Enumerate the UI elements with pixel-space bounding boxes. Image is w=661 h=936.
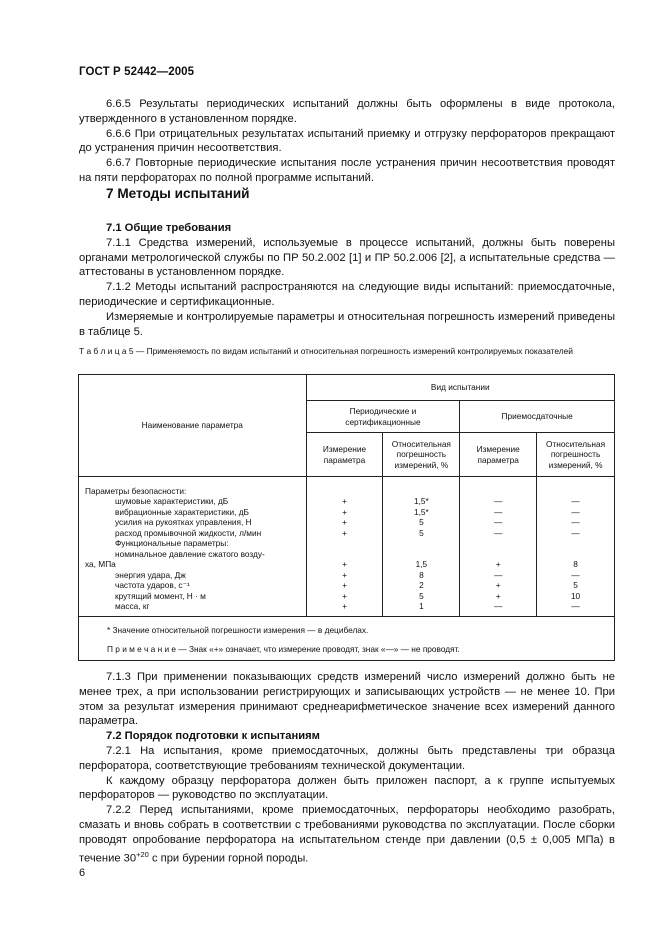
paragraph-7-1-3: 7.1.3 При применении показывающих средств измерений число измерений должно быть не менее трех, а при использовании регистрирующих и записывающих устройств — не менее 10. При этом за результат измерения принимают среднеарифметическое значение всех измерений данного параметра.: [79, 671, 615, 728]
table-cell-a-err: —: [571, 517, 580, 527]
table-cell-a-err: —: [571, 496, 580, 506]
table-cell-p-meas: [307, 486, 383, 497]
document-header: ГОСТ Р 52442—2005: [79, 66, 195, 78]
table-cell-p-meas: +: [342, 569, 347, 580]
table-cell-a-meas: —: [494, 506, 503, 517]
table-cell-a-err: —: [571, 569, 580, 580]
subsection-7-2-title: 7.2 Порядок подготовки к испытаниям: [106, 730, 320, 743]
col-periodic-error: [383, 477, 460, 617]
table-cell-a-meas: [460, 486, 536, 497]
table-cell-p-err: [383, 549, 459, 560]
table-cell-p-meas: +: [342, 590, 347, 601]
table-cell-a-err: [537, 549, 614, 560]
table-row-parameter: расход промывочной жидкости, л/мин: [115, 527, 262, 538]
paragraph-6-6-7: 6.6.7 Повторные периодические испытания после устранения причин несоответствия проводят на пяти перфораторах по полной программе испытаний.: [79, 157, 615, 184]
table-caption-label: Т а б л и ц а: [79, 346, 127, 356]
table-cell-a-err: 8: [573, 559, 578, 569]
table-cell-p-meas: +: [342, 527, 347, 538]
table-row-parameter: Параметры безопасности:: [85, 485, 187, 496]
table-row-parameter: масса, кг: [115, 601, 150, 611]
table-5: [78, 374, 615, 661]
table-cell-a-meas: —: [494, 496, 503, 506]
table-cell-p-err: 8: [419, 569, 424, 580]
page-number: 6: [79, 867, 86, 879]
subsection-7-1: [79, 221, 615, 339]
table-cell-a-err: 5: [573, 580, 578, 590]
subsection-7-1-title: 7.1 Общие требования: [106, 222, 232, 234]
header-periodic-measure: [306, 433, 383, 477]
table-cell-p-err: [383, 486, 459, 497]
table-5-caption: [79, 346, 615, 357]
table-cell-p-err: 2: [419, 580, 424, 590]
paragraphs-bottom: [79, 670, 615, 866]
table-cell-a-err: —: [571, 527, 580, 538]
table-cell-p-err: [383, 538, 459, 549]
table-body: [79, 477, 615, 617]
table-row-parameter: энергия удара, Дж: [115, 569, 186, 580]
header-periodic: [306, 401, 460, 433]
table-cell-a-meas: —: [494, 569, 503, 580]
table-footnote: * Значение относительной погрешности измерения — в децибелах.: [107, 625, 369, 635]
paragraph-7-2-2-text: 7.2.2 Перед испытаниями, кроме приемосдаточных, перфораторы необходимо разобрать, смазать и вновь собрать в соответствии с требованиями руководства по эксплуатации. После сборки проводят опробование перфоратора на испытательном стенде при давлении (0,5 ± 0,005 МПа) в течение 30: [79, 804, 615, 865]
table-cell-p-meas: +: [342, 496, 347, 506]
table-cell-p-meas: +: [342, 517, 347, 527]
table-cell-a-err: [537, 538, 614, 549]
table-cell-a-meas: +: [495, 590, 501, 601]
table-row-parameter: ха, МПа: [85, 559, 116, 569]
paragraph-6-6-5: 6.6.5 Результаты периодических испытаний должны быть оформлены в виде протокола, утвержденного в установленном порядке.: [79, 98, 615, 125]
table-notes: [79, 617, 615, 661]
table-cell-p-meas: [307, 549, 383, 560]
table-cell-p-err: 1,5*: [413, 496, 429, 506]
table-cell-a-err: —: [571, 506, 580, 517]
header-periodic-error: Относительная погрешность измерений, %: [383, 433, 460, 477]
table-row-parameter: усилия на рукоятках управления, Н: [115, 517, 252, 527]
table-cell-p-err: 1: [419, 601, 424, 611]
paragraph-7-2-1-cont: К каждому образцу перфоратора должен быть приложен паспорт, а к группе испытуемых перфораторов — руководство по эксплуатации.: [79, 774, 615, 802]
col-parameter-names: [79, 477, 307, 617]
table-row-parameter: номинальное давление сжатого возду-: [115, 548, 265, 559]
table-cell-p-meas: [307, 538, 383, 549]
paragraph-7-1-1: 7.1.1 Средства измерений, используемые в процессе испытаний, должны быть поверены органами метрологической службы по ПР 50.2.002 [1] и ПР 50.2.006 [2], а испытательные средства — аттестованы в установленном порядке.: [79, 236, 615, 279]
paragraphs-top: [79, 97, 615, 186]
paragraph-7-1-2-cont: Измеряемые и контролируемые параметры и относительная погрешность измерений приведены в таблице 5.: [79, 310, 615, 338]
paragraph-7-2-2-sup: +20: [136, 849, 149, 859]
paragraph-7-2-2-end: с при бурении горной породы.: [148, 852, 309, 865]
header-periodic-measure-label: Измерение параметра: [322, 444, 367, 465]
table-row-parameter: шумовые характеристики, дБ: [115, 496, 229, 506]
table-cell-a-err: —: [571, 601, 580, 611]
table-cell-a-meas: [460, 549, 536, 560]
paragraph-7-2-2: [79, 803, 615, 866]
table-cell-p-meas: +: [342, 580, 347, 590]
header-acceptance-measure-label: Измерение параметра: [476, 444, 520, 465]
table-cell-a-meas: [460, 538, 536, 549]
table-cell-p-meas: +: [342, 559, 347, 569]
table-cell-p-err: 1,5*: [413, 506, 429, 517]
table-caption-text: 5 — Применяемость по видам испытаний и относительная погрешность измерений контролируемых показателей: [126, 346, 573, 356]
table-row-parameter: крутящий момент, Н · м: [115, 590, 206, 601]
header-parameter-name: Наименование параметра: [79, 375, 307, 477]
header-acceptance-error: Относительная погрешность измерений, %: [537, 433, 615, 477]
table-cell-a-meas: —: [494, 601, 503, 611]
table-cell-p-err: 5: [419, 527, 424, 538]
col-periodic-measure: [306, 477, 383, 617]
table-cell-p-meas: +: [342, 601, 347, 611]
table-cell-a-meas: +: [495, 559, 501, 569]
paragraph-7-2-1: 7.2.1 На испытания, кроме приемосдаточных, должны быть представлены три образца перфоратора, соответствующие требованиям технической документации.: [79, 744, 615, 772]
table-cell-a-meas: +: [495, 580, 501, 590]
table-note: [79, 636, 614, 655]
table-cell-a-meas: —: [494, 517, 503, 527]
table-cell-p-err: 1,5: [415, 559, 428, 569]
table-note-label: П р и м е ч а н и е: [107, 644, 177, 654]
header-acceptance: Приемосдаточные: [460, 401, 615, 433]
paragraph-7-1-2: 7.1.2 Методы испытаний распространяются на следующие виды испытаний: приемосдаточные, периодические и сертификационные.: [79, 281, 615, 308]
table-note-text: — Знак «+» означает, что измерение проводят, знак «—» — не проводят.: [176, 644, 460, 654]
table-cell-p-meas: +: [342, 506, 347, 517]
table-row-parameter: вибрационные характеристики, дБ: [115, 506, 250, 517]
table-cell-a-err: 10: [570, 590, 581, 601]
table-row-parameter: частота ударов, с⁻¹: [115, 580, 190, 590]
header-periodic-label: Периодические и сертификационные: [345, 406, 421, 427]
table-cell-a-err: [537, 486, 614, 497]
header-acceptance-measure: [460, 433, 537, 477]
paragraph-6-6-6: 6.6.6 При отрицательных результатах испытаний приемку и отгрузку перфораторов прекращают до устранения причин несоответствия.: [79, 127, 615, 155]
header-test-type: Вид испытании: [306, 375, 614, 401]
col-acceptance-measure: [460, 477, 537, 617]
section-7-title: 7 Методы испытаний: [106, 186, 250, 201]
table-cell-p-err: 5: [419, 517, 424, 527]
table-cell-p-err: 5: [419, 590, 424, 601]
table-row-parameter: Функциональные параметры:: [115, 538, 229, 548]
table-cell-a-meas: —: [494, 527, 503, 538]
col-acceptance-error: [537, 477, 615, 617]
